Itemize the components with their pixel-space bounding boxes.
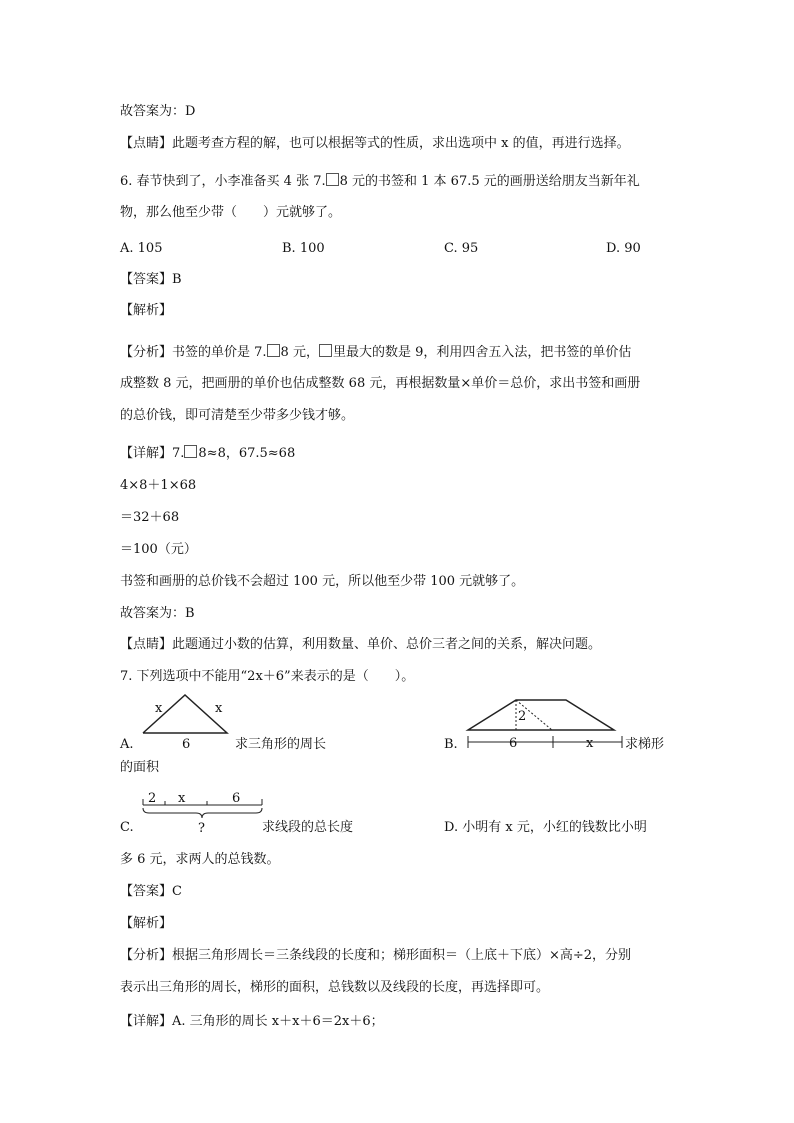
text-line: 【点睛】此题考查方程的解，也可以根据等式的性质，求出选项中 x 的值，再进行选择。: [120, 136, 630, 151]
text-line: 的总价钱，即可清楚至少带多少钱才够。: [120, 408, 355, 423]
blank-box-icon: [267, 344, 280, 357]
option-a: A. 105: [120, 241, 163, 256]
label-6: 6: [509, 736, 518, 751]
text: 8 元的书签和 1 本 67.5 元的画册送给朋友当新年礼: [339, 174, 640, 189]
option-d: D. 90: [606, 241, 641, 256]
text-line: ＝32＋68: [120, 510, 180, 525]
text: 8 元，: [280, 345, 319, 360]
text: 求三角形的周长: [235, 737, 327, 752]
label-x: x: [586, 736, 594, 751]
text: 【详解】7.: [120, 446, 185, 461]
text-line: ＝100（元）: [120, 542, 197, 557]
label-2: 2: [148, 791, 157, 806]
text: 6. 春节快到了，小李准备买 4 张 7.: [120, 174, 326, 189]
text-line: 【点睛】此题通过小数的估算，利用数量、单价、总价三者之间的关系，解决问题。: [120, 637, 602, 652]
question-6: [120, 173, 640, 190]
blank-box-icon: [319, 344, 332, 357]
text-line: 成整数 8 元，把画册的单价也估成整数 68 元，再根据数量×单价＝总价，求出书签和画册: [120, 376, 641, 391]
blank-box-icon: [184, 445, 197, 458]
label-x: x: [215, 701, 223, 716]
label-6: 6: [232, 791, 241, 806]
option-d: D. 小明有 x 元，小红的钱数比小明: [444, 820, 647, 835]
trapezoid-figure: [465, 698, 625, 754]
text: 8≈8，67.5≈68: [198, 446, 296, 461]
blank-box-icon: [326, 173, 339, 186]
text-line: 多 6 元，求两人的总钱数。: [120, 852, 280, 867]
label-x: x: [178, 791, 186, 806]
label-question: ?: [198, 821, 205, 836]
text: 求线段的总长度: [262, 820, 354, 835]
text-line: 物，那么他至少带（ ）元就够了。: [120, 205, 342, 220]
text-line: 故答案为：B: [120, 606, 195, 621]
triangle-figure: [140, 690, 240, 750]
analysis-label: 【解析】: [120, 916, 173, 931]
answer-label: 【答案】B: [120, 272, 182, 287]
text: 里最大的数是 9，利用四舍五入法，把书签的单价估: [332, 345, 632, 360]
option-c-label: C.: [120, 820, 134, 835]
text-line: 书签和画册的总价钱不会超过 100 元，所以他至少带 100 元就够了。: [120, 574, 525, 589]
text-line: 4×8＋1×68: [120, 478, 197, 493]
text: 【分析】书签的单价是 7.: [120, 345, 267, 360]
label-x: x: [155, 701, 163, 716]
label-2: 2: [518, 709, 527, 724]
analysis-label: 【解析】: [120, 303, 173, 318]
option-c: C. 95: [444, 241, 479, 256]
text-line: 【分析】根据三角形周长＝三条线段的长度和；梯形面积＝（上底＋下底）×高÷2，分别: [120, 948, 632, 963]
text-line: 的面积: [120, 760, 160, 775]
text: 求梯形: [625, 737, 665, 752]
segment-figure: [140, 790, 270, 840]
text-line: 故答案为：D: [120, 104, 196, 119]
option-a-label: A.: [120, 737, 134, 752]
question-7: 7. 下列选项中不能用“2x＋6”来表示的是（ ）。: [120, 669, 415, 684]
text-line: [120, 344, 631, 361]
label-6: 6: [182, 737, 191, 752]
text-line: 表示出三角形的周长，梯形的面积，总钱数以及线段的长度，再选择即可。: [120, 980, 550, 995]
text-line: [120, 445, 295, 462]
answer-label: 【答案】C: [120, 884, 182, 899]
option-b-label: B.: [444, 737, 458, 752]
text-line: 【详解】A. 三角形的周长 x＋x＋6＝2x＋6；: [120, 1014, 384, 1029]
option-b: B. 100: [282, 241, 325, 256]
